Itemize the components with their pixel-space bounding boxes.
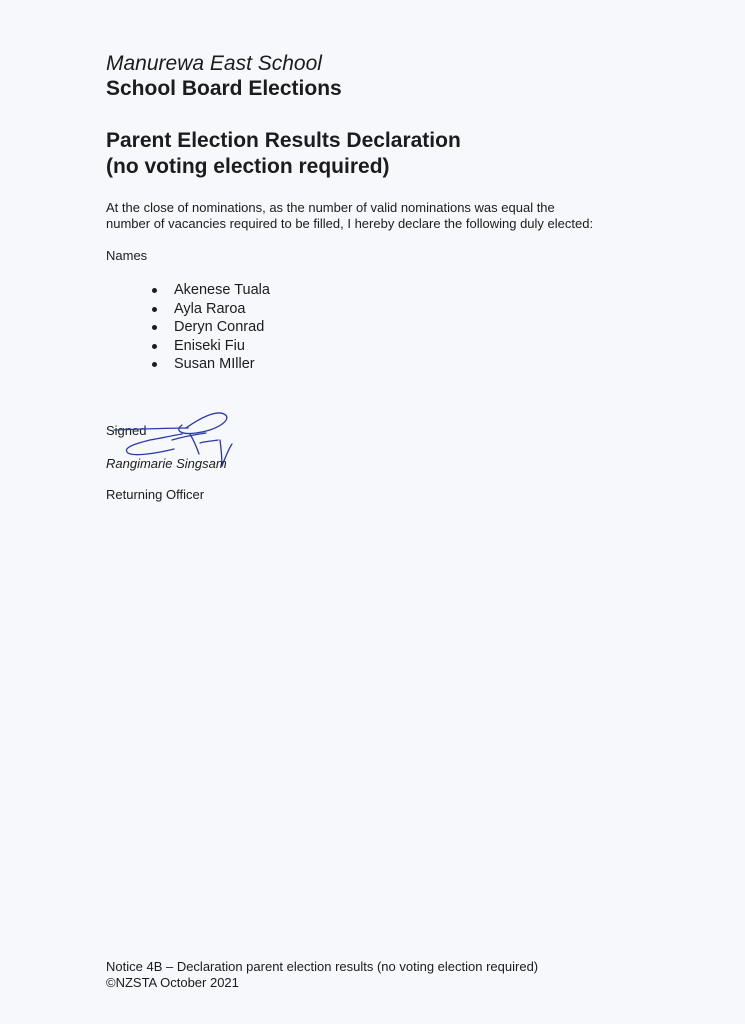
elected-names-list [150,281,270,374]
list-item: Ayla Raroa [150,300,270,319]
list-item: Susan MIller [150,355,270,374]
declaration-title [106,128,461,180]
list-item: Deryn Conrad [150,318,270,337]
school-name: Manurewa East School [106,52,322,75]
intro-line-2: number of vacancies required to be filled, I hereby declare the following duly elected: [106,216,594,231]
list-item: Akenese Tuala [150,281,270,300]
intro-line-1: At the close of nominations, as the number of valid nominations was equal the [106,200,555,215]
names-label: Names [106,248,148,263]
board-title: School Board Elections [106,77,342,100]
footer [106,959,538,991]
officer-role: Returning Officer [106,487,205,502]
declaration-intro [106,200,666,232]
list-item: Eniseki Fiu [150,337,270,356]
footer-notice: Notice 4B – Declaration parent election results (no voting election required) [106,959,539,974]
officer-name: Rangimarie Singsam [106,456,227,471]
declaration-title-line-1: Parent Election Results Declaration [106,129,461,152]
signed-label: Signed [106,423,147,438]
declaration-title-line-2: (no voting election required) [106,155,390,178]
footer-copyright: ©NZSTA October 2021 [106,975,239,990]
